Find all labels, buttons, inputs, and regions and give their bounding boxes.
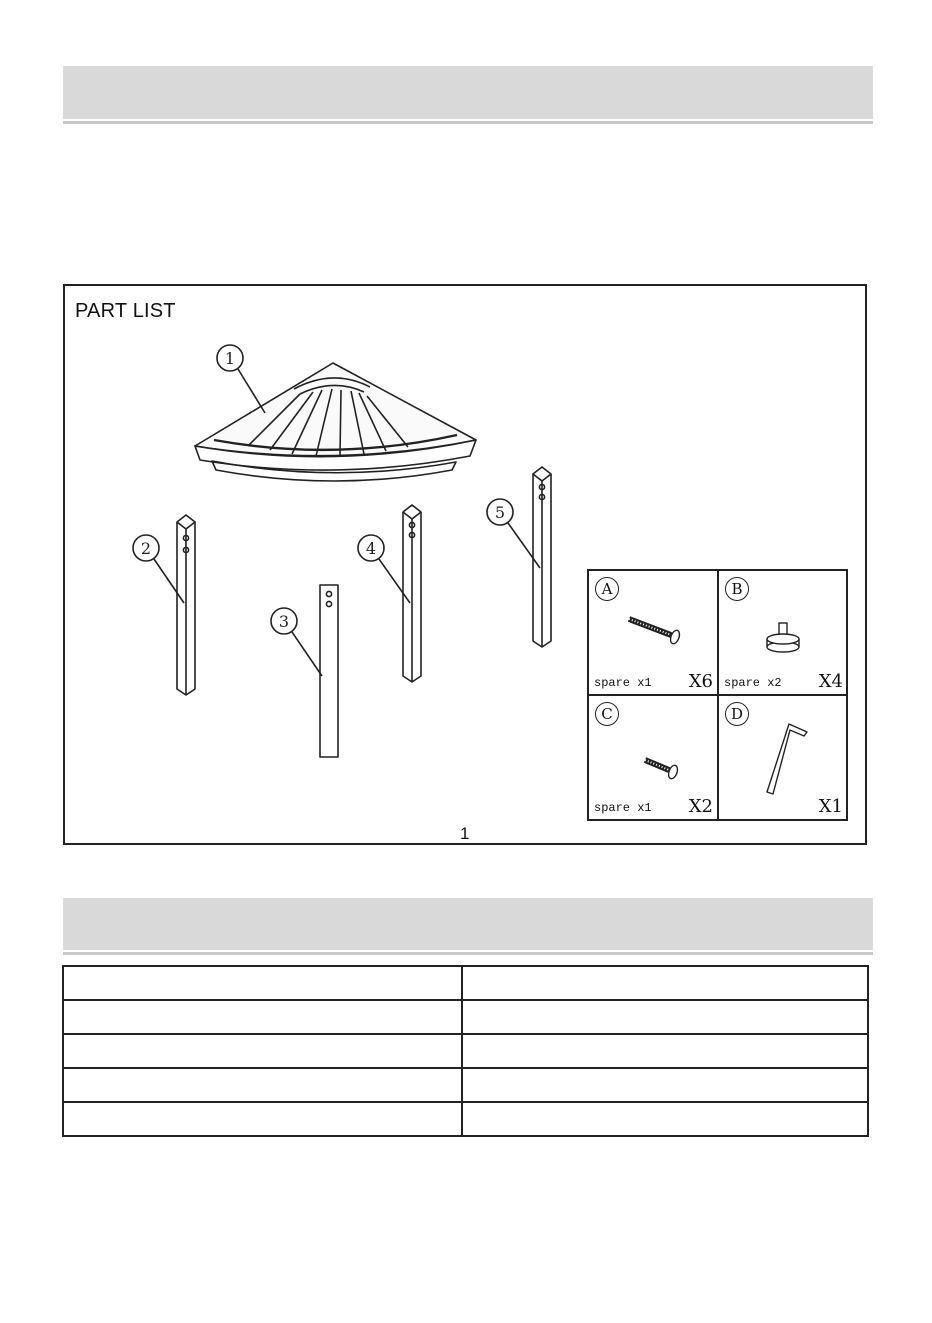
hardware-spare-b: spare x2 <box>724 676 782 690</box>
hardware-cell-c <box>589 696 719 821</box>
hardware-qty-d: X1 <box>818 796 843 817</box>
table-cell <box>63 966 462 1000</box>
leg-4 <box>403 505 421 682</box>
callout-1: 1 <box>224 349 236 368</box>
table-cell <box>462 1068 868 1102</box>
hardware-grid <box>587 569 848 821</box>
table-cell <box>63 1102 462 1136</box>
table-cell <box>63 1000 462 1034</box>
table-row <box>63 1000 868 1034</box>
hardware-qty-a: X6 <box>688 671 713 692</box>
hardware-spare-c: spare x1 <box>594 801 652 815</box>
hardware-cell-a <box>589 571 719 696</box>
hardware-letter-a: A <box>595 577 619 601</box>
callout-5: 5 <box>494 503 506 522</box>
hardware-cell-b <box>719 571 849 696</box>
hardware-letter-b: B <box>725 577 749 601</box>
hardware-spare-a: spare x1 <box>594 676 652 690</box>
hardware-letter-d: D <box>725 702 749 726</box>
table-cell <box>63 1034 462 1068</box>
table-row <box>63 1034 868 1068</box>
corner-shelf-top <box>195 363 476 481</box>
table-cell <box>462 966 868 1000</box>
table-cell <box>462 1034 868 1068</box>
table-row <box>63 1068 868 1102</box>
leg-3 <box>320 585 338 757</box>
leg-5 <box>533 467 551 647</box>
callout-2: 2 <box>140 539 152 558</box>
hardware-qty-b: X4 <box>818 671 843 692</box>
table-row <box>63 966 868 1000</box>
hardware-letter-c: C <box>595 702 619 726</box>
spec-table <box>62 965 869 1137</box>
page-number: 1 <box>460 824 470 843</box>
table-cell <box>63 1068 462 1102</box>
hardware-cell-d <box>719 696 849 821</box>
table-row <box>63 1102 868 1136</box>
callout-3: 3 <box>278 612 290 631</box>
table-cell <box>462 1000 868 1034</box>
callout-4: 4 <box>365 539 377 558</box>
leg-2 <box>177 515 195 695</box>
table-cell <box>462 1102 868 1136</box>
hardware-qty-c: X2 <box>688 796 713 817</box>
part-list-title: PART LIST <box>75 300 176 322</box>
